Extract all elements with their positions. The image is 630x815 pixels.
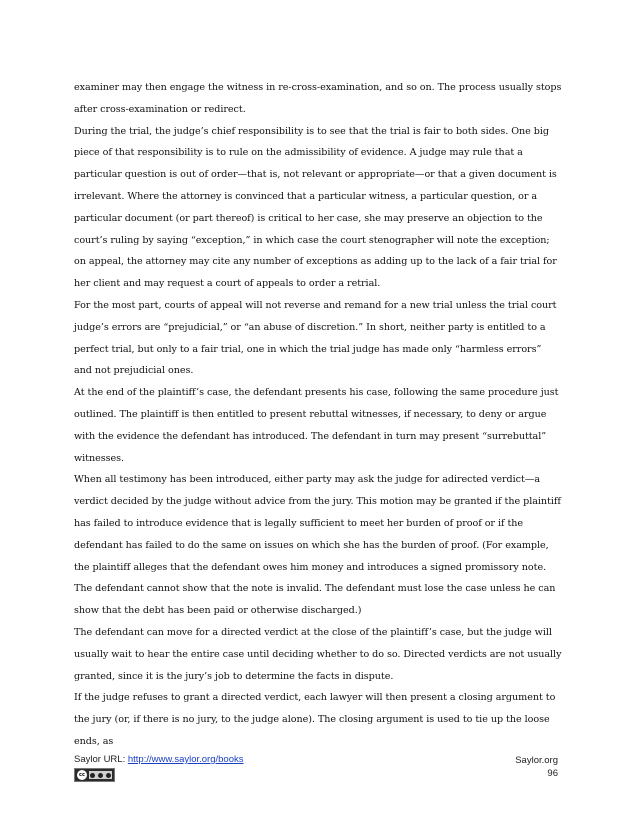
- footer-right: [515, 754, 558, 780]
- paragraph-7: If the judge refuses to grant a directed verdict, each lawyer will then present a closing argument to the jury (or, if there is no jury, to the judge alone). The closing argument is used to tie up the loose ends, as: [74, 692, 556, 747]
- footer-url-link[interactable]: http://www.saylor.org/books: [127, 754, 244, 765]
- sharealike-icon: [106, 773, 111, 778]
- noncommercial-icon: [98, 773, 103, 778]
- creative-commons-license-icon[interactable]: [74, 768, 115, 782]
- paragraph-2: During the trial, the judge’s chief responsibility is to see that the trial is fair to both sides. One big piece of that responsibility is to rule on the admissibility of evidence. A judge may rule that a particular question is out of order—that is, not relevant or appropriate—or that a given document is irrelevant. Where the attorney is convinced that a particular witness, a particular question, or a particular document (or part thereof) is critical to her case, she may preserve an objection to the court’s ruling by saying “exception,” in which case the court stenographer will note the exception; on appeal, the attorney may cite any number of exceptions as adding up to the lack of a fair trial for her client and may request a court of appeals to order a retrial.: [74, 125, 557, 290]
- license-terms-icons: [89, 771, 112, 779]
- paragraph-1: examiner may then engage the witness in re-cross-examination, and so on. The process usually stops after cross-examination or redirect.: [74, 82, 562, 115]
- paragraph-6: The defendant can move for a directed verdict at the close of the plaintiff’s case, but the judge will usually wait to hear the entire case until deciding whether to do so. Directed verdicts are not usually granted, since it is the jury’s job to determine the facts in dispute.: [74, 626, 562, 682]
- paragraph-3: For the most part, courts of appeal will not reverse and remand for a new trial unless the trial court judge’s errors are “prejudicial,” or “an abuse of discretion.” In short, neither party is entitled to a perfect trial, but only to a fair trial, one in which the trial judge has made only “harmless errors” and not prejudicial ones.: [74, 299, 557, 377]
- footer-source: [74, 754, 244, 765]
- paragraph-5: When all testimony has been introduced, either party may ask the judge for adirected verdict—a verdict decided by the judge without advice from the jury. This motion may be granted if the plaintiff has failed to introduce evidence that is legally sufficient to meet her burden of proof or if the defendant has failed to do the same on issues on which she has the burden of proof. (For example, the plaintiff alleges that the defendant owes him money and introduces a signed promissory note. The defendant cannot show that the note is invalid. The defendant must lose the case unless he can show that the debt has been paid or otherwise discharged.): [74, 474, 561, 617]
- page-footer: [74, 754, 558, 794]
- body-text: [74, 77, 562, 753]
- paragraph-4: At the end of the plaintiff’s case, the defendant presents his case, following the same procedure just outlined. The plaintiff is then entitled to present rebuttal witnesses, if necessary, to deny or argue with the evidence the defendant has introduced. The defendant in turn may present “surrebuttal” witnesses.: [74, 387, 559, 464]
- footer-url-label: Saylor URL:: [74, 754, 128, 765]
- footer-site: Saylor.org: [515, 755, 558, 766]
- cc-logo-icon: cc: [77, 770, 87, 780]
- page-number: 96: [547, 768, 558, 779]
- attribution-icon: [90, 773, 95, 778]
